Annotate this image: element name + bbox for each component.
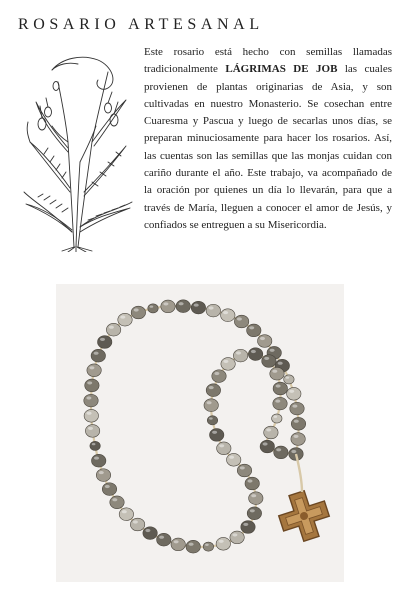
rosary-bead [291,417,305,430]
rosary-bead [102,483,116,496]
rosary-bead [207,416,217,425]
rosary-bead [247,324,261,337]
rosary-bead [90,441,100,450]
rosary-bead [291,433,305,446]
rosary-bead [119,508,133,521]
rosary-bead [245,477,259,490]
description-part-1: Este rosario está hecho con semillas llamadas tradicionalmente [144,46,392,76]
rosary-photo-icon [56,284,344,582]
rosary-bead [247,507,261,520]
rosary-bead [106,323,120,336]
rosary-bead [262,355,276,368]
rosary-bead [143,527,157,540]
rosary-bead [98,336,112,349]
rosary-bead [118,313,132,326]
rosary-bead [206,384,220,397]
rosary-bead [212,370,226,383]
rosary-bead [157,533,171,546]
rosary-bead [273,382,287,395]
rosary-bead [273,397,287,410]
rosary-bead [91,349,105,362]
document-title: ROSARIO ARTESANAL [18,16,264,33]
rosary-bead [258,335,272,348]
rosary-bead [161,300,175,313]
rosary-bead [206,304,220,317]
rosary-bead [221,358,235,371]
rosary-bead [270,367,284,380]
rosary-bead [84,394,98,407]
rosary-bead [217,442,231,455]
description-part-2: las cuales provienen de plantas originarias de Asia, y son cultivadas en nuestro Monasterio. Se cosechan entre Cuaresma y Pascua y luego de secarlas unos días, se preparan minuciosamente para hacer los rosarios. Así, las cuentas son las semillas que las monjas cuidan con cariño durante el año. Este trabajo, va acompañado de la oración por quienes un día lo llevarán, para que a través de María, lleguen a conocer el amor de Jesús, y confiados se entreguen a su Misericordia. [144,63,392,231]
rosary-bead [85,379,99,392]
rosary-bead [210,429,224,442]
rosary-bead [290,402,304,415]
rosary-bead [248,348,262,361]
rosary-bead [227,453,241,466]
rosary-bead [249,492,263,505]
rosary-bead [260,440,274,453]
rosary-bead [171,538,185,551]
rosary-bead [96,469,110,482]
rosary-bead [264,426,278,439]
rosary-bead [274,446,288,459]
rosary-bead [110,496,124,509]
rosary-bead [84,409,98,422]
description-highlight: LÁGRIMAS DE JOB [225,63,338,76]
rosary-bead [191,301,205,314]
rosary-bead [230,531,244,544]
rosary-bead [221,309,235,322]
rosary-bead [234,315,248,328]
rosary-bead [85,425,99,438]
rosary-bead [203,542,213,551]
rosary-bead [241,521,255,534]
rosary-bead [216,537,230,550]
rosary-photo [56,284,344,582]
plant-illustration-icon [22,42,134,252]
rosary-bead [204,399,218,412]
rosary-bead [87,364,101,377]
rosary-bead [237,464,251,477]
description-paragraph [144,44,392,234]
rosary-bead [233,349,247,362]
rosary-bead [176,300,190,313]
rosary-bead [186,540,200,553]
rosary-bead [272,414,282,423]
rosary-bead [284,375,294,384]
rosary-bead [287,387,301,400]
rosary-bead [131,306,145,319]
rosary-bead [92,454,106,467]
rosary-bead [148,304,158,313]
rosary-bead [130,518,144,531]
